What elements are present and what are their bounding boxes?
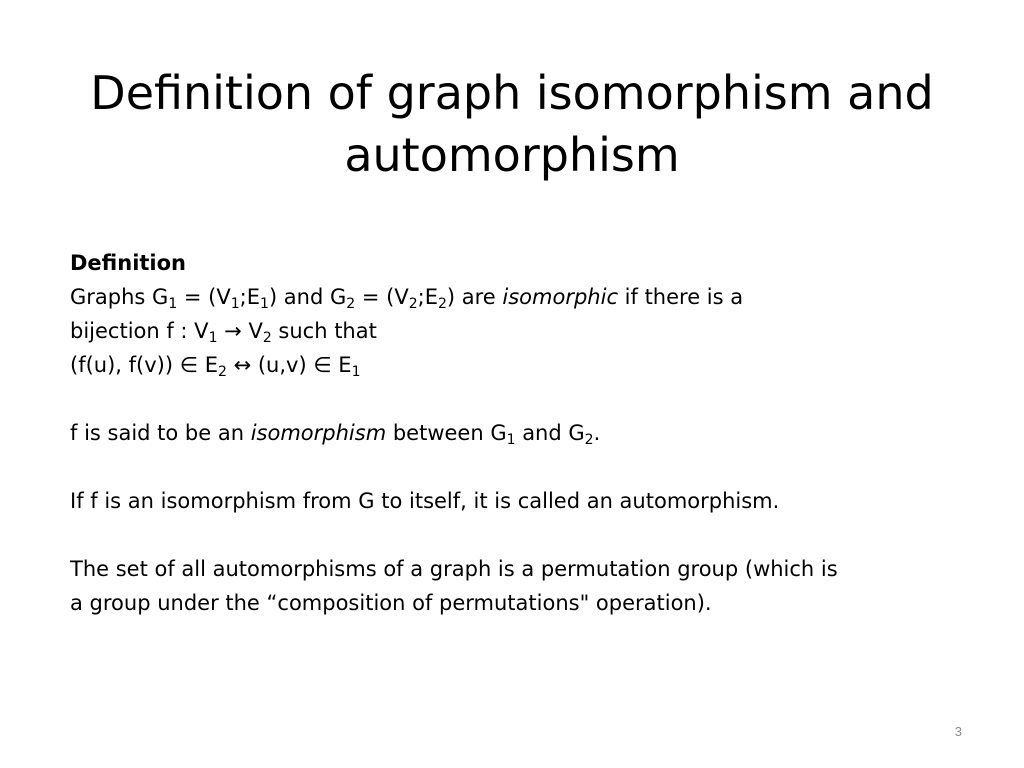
element-of-symbol: ∈ bbox=[313, 353, 332, 377]
title-line-1: Definition of graph isomorphism and bbox=[90, 66, 934, 120]
slide-body bbox=[70, 246, 950, 620]
subscript: 2 bbox=[437, 296, 447, 312]
subscript: 1 bbox=[260, 296, 269, 312]
text-e: E bbox=[198, 353, 218, 377]
text-semicolon-e: ;E bbox=[417, 285, 438, 309]
subscript: 2 bbox=[262, 330, 272, 346]
spacer bbox=[70, 382, 950, 416]
subscript: 1 bbox=[230, 296, 240, 312]
definition-heading: Definition bbox=[70, 251, 187, 275]
right-arrow-symbol: → bbox=[217, 319, 249, 343]
group-paragraph-line-1: The set of all automorphisms of a graph is a permutation group (which is bbox=[70, 557, 838, 581]
subscript: 2 bbox=[408, 296, 418, 312]
subscript: 1 bbox=[168, 296, 178, 312]
text-fuv: (f(u), f(v)) bbox=[70, 353, 180, 377]
text-eq-open: = (V bbox=[355, 285, 409, 309]
definition-line-1 bbox=[70, 280, 950, 314]
group-paragraph-line-2: a group under the “composition of permutations" operation). bbox=[70, 591, 712, 615]
element-of-symbol: ∈ bbox=[179, 353, 199, 377]
subscript: 2 bbox=[346, 296, 356, 312]
text-close-and-g: ) and G bbox=[268, 285, 347, 309]
text-uv: (u,v) bbox=[257, 353, 314, 377]
text-period: . bbox=[593, 421, 601, 445]
text-eq-open: = (V bbox=[177, 285, 231, 309]
subscript: 1 bbox=[208, 330, 218, 346]
slide-title bbox=[40, 62, 984, 186]
page-number: 3 bbox=[954, 724, 962, 739]
text-semicolon-e: ;E bbox=[239, 285, 261, 309]
subscript: 1 bbox=[351, 364, 361, 380]
term-isomorphic: isomorphic bbox=[502, 285, 618, 309]
text-such-that: such that bbox=[271, 319, 377, 343]
text-and-g: and G bbox=[515, 421, 585, 445]
definition-line-2 bbox=[70, 314, 950, 348]
text-between: between G bbox=[386, 421, 507, 445]
isomorphism-paragraph bbox=[70, 416, 950, 450]
iff-arrow-symbol: ↔ bbox=[226, 353, 258, 377]
spacer bbox=[70, 450, 950, 484]
text-close-are: ) are bbox=[446, 285, 503, 309]
automorphism-paragraph: If f is an isomorphism from G to itself, it is called an automorphism. bbox=[70, 489, 780, 513]
subscript: 2 bbox=[217, 364, 227, 380]
text-if-there-is: if there is a bbox=[618, 285, 744, 309]
text-v: V bbox=[248, 319, 263, 343]
text-bijection: bijection f : V bbox=[70, 319, 209, 343]
definition-line-3 bbox=[70, 348, 950, 382]
spacer bbox=[70, 518, 950, 552]
text-graphs: Graphs G bbox=[70, 285, 169, 309]
subscript: 1 bbox=[506, 432, 516, 448]
term-isomorphism: isomorphism bbox=[250, 421, 387, 445]
subscript: 2 bbox=[584, 432, 594, 448]
text-said-to-be: f is said to be an bbox=[70, 421, 251, 445]
title-line-2: automorphism bbox=[344, 128, 680, 182]
text-e: E bbox=[331, 353, 352, 377]
